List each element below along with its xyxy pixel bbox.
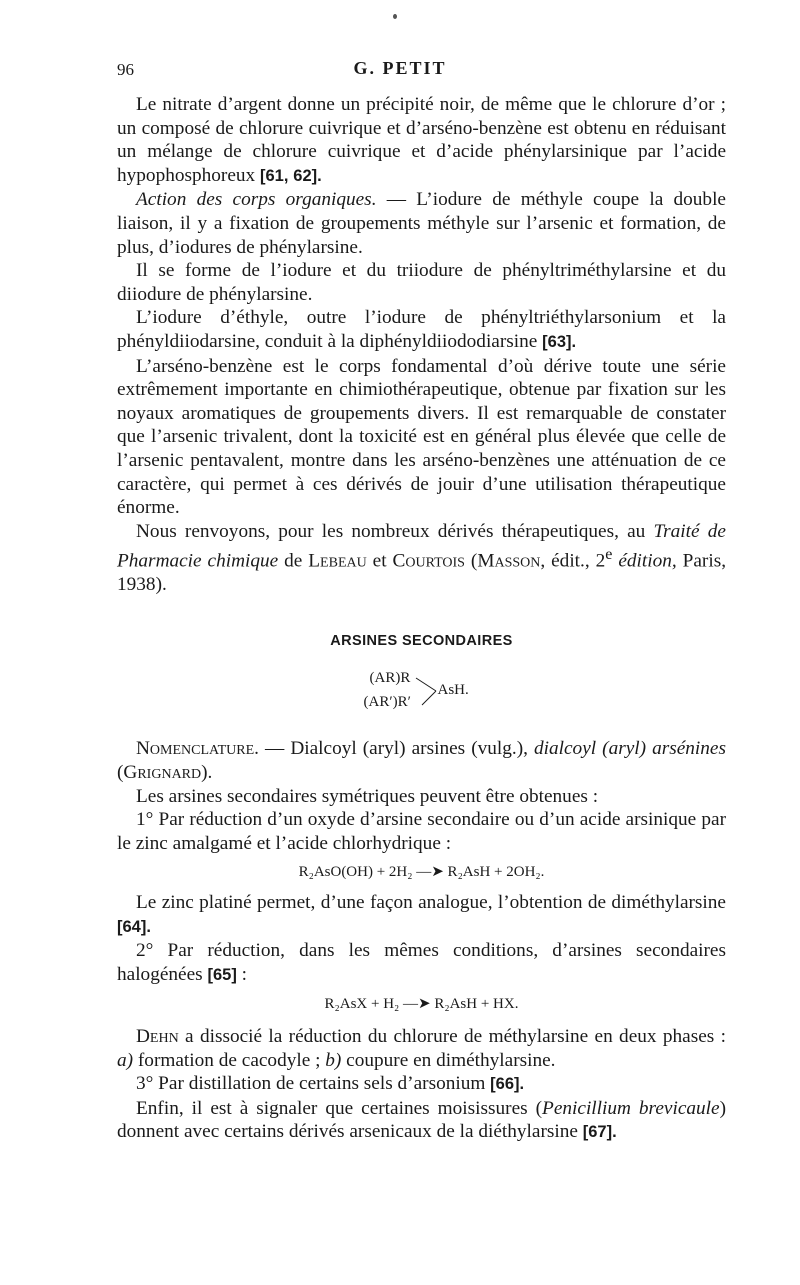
equation-1: R₂AsO(OH) + 2H₂ —➤ R₂AsH + 2OH₂. bbox=[298, 864, 545, 881]
reference-66: [66]. bbox=[490, 1075, 525, 1094]
paragraph-penicillium: Enfin, il est à signaler que certaines moisissures (Penicillium brevicaule) donnent avec certains dérivés arsenicaux de la diéthylarsine [67]. bbox=[117, 1097, 726, 1143]
reference-67: [67]. bbox=[582, 1123, 617, 1142]
paragraph-references: Nous renvoyons, pour les nombreux dérivés thérapeutiques, au Traité de Pharmacie chimique de Lebeau et Courtois (Masson, édit., 2e édition, Paris, 1938). bbox=[117, 520, 727, 596]
page-body bbox=[117, 93, 726, 1145]
formula-bracket-lines bbox=[342, 667, 502, 721]
ink-speck bbox=[393, 14, 397, 19]
book-title: Traité de Pharmacie chimique bbox=[117, 520, 726, 572]
page-number: 96 bbox=[117, 60, 134, 79]
author-courtois: Courtois bbox=[392, 550, 465, 572]
paragraph-dehn: Dehn a dissocié la réduction du chlorure de méthylarsine en deux phases : a) formation de cacodyle ; b) coupure en diméthylarsine. bbox=[117, 1026, 726, 1071]
equation-2: R₂AsX + H₂ —➤ R₂AsH + HX. bbox=[324, 996, 519, 1013]
paragraph-method-3: 3° Par distillation de certains sels d’arsonium [66]. bbox=[136, 1073, 525, 1095]
formula-group-1: (AR)R bbox=[369, 670, 411, 687]
formula-group-2: (AR′)R′ bbox=[363, 694, 411, 711]
species-name: Penicillium brevicaule bbox=[542, 1097, 720, 1119]
author-lebeau: Lebeau bbox=[308, 550, 367, 572]
author-grignard: Grignard bbox=[123, 762, 202, 784]
publisher-masson: Masson bbox=[477, 550, 541, 572]
paragraph-triiodide: Il se forme de l’iodure et du triiodure de phényltriméthylarsine et du diiodure de phénylarsine. bbox=[117, 260, 726, 305]
author-dehn: Dehn bbox=[136, 1026, 179, 1048]
reference-62: 62]. bbox=[293, 166, 322, 185]
section-title: ARSINES SECONDAIRES bbox=[330, 632, 513, 649]
paragraph-method-1: 1° Par réduction d’un oxyde d’arsine secondaire ou d’un acide arsinique par le zinc amalgamé et l’acide chlorhydrique : bbox=[117, 809, 726, 854]
paragraph-symmetric: Les arsines secondaires symétriques peuvent être obtenues : bbox=[136, 785, 599, 807]
nomenclature-label: Nomenclature. bbox=[136, 738, 259, 760]
reference-64: [64]. bbox=[117, 917, 151, 936]
paragraph-organic-bodies: Action des corps organiques. — L’iodure de méthyle coupe la double liaison, il y a fixation de groupements méthyle sur l’arsenic et formation, de plus, d’iodures de phénylarsine. bbox=[117, 189, 726, 258]
reference-65: [65] bbox=[207, 965, 237, 984]
paragraph-ethyl-iodide: L’iodure d’éthyle, outre l’iodure de phényltriéthylarsonium et la phényldiiodarsine, conduit à la diphényldiiododiarsine [63]. bbox=[117, 307, 726, 352]
paragraph-method-2: 2° Par réduction, dans les mêmes conditions, d’arsines secondaires halogénées [65] : bbox=[117, 940, 726, 985]
paragraph-nomenclature: Nomenclature. — Dialcoyl (aryl) arsines (vulg.), dialcoyl (aryl) arsénines (Grignard). bbox=[117, 738, 726, 784]
paragraph-platinized-zinc: Le zinc platiné permet, d’une façon analogue, l’obtention de diméthylarsine [64]. bbox=[117, 892, 726, 936]
structural-formula bbox=[342, 667, 502, 721]
formula-ash: AsH. bbox=[437, 682, 469, 699]
paragraph-silver-nitrate: Le nitrate d’argent donne un précipité noir, de même que le chlorure d’or ; un composé de chlorure cuivrique et d’arséno-benzène est obtenu en réduisant un mélange de chlorure cuivrique et d’acide phénylarsinique par l’acide hypophosphoreux [61, 62]. bbox=[117, 94, 726, 186]
italic-subheading: Action des corps organiques. bbox=[136, 189, 377, 211]
reference-63: [63]. bbox=[542, 332, 577, 351]
running-header: G. PETIT bbox=[353, 58, 447, 78]
reference-61: [61, bbox=[260, 166, 289, 185]
paragraph-arseno-benzene: L’arséno-benzène est le corps fondamental d’où dérive toute une série extrêmement importante en chimiothérapeutique, obtenue par fixation sur les noyaux aromatiques de groupements divers. Il est remarquable de constater que l’arsenic trivalent, dont la toxicité est en général plus élevée que celle de l’arsenic pentavalent, montre dans les arséno-benzènes une atténuation de ce caractère, qui permet à ces dérivés de jouir d’une utilisation thérapeutique énorme. bbox=[117, 355, 726, 519]
